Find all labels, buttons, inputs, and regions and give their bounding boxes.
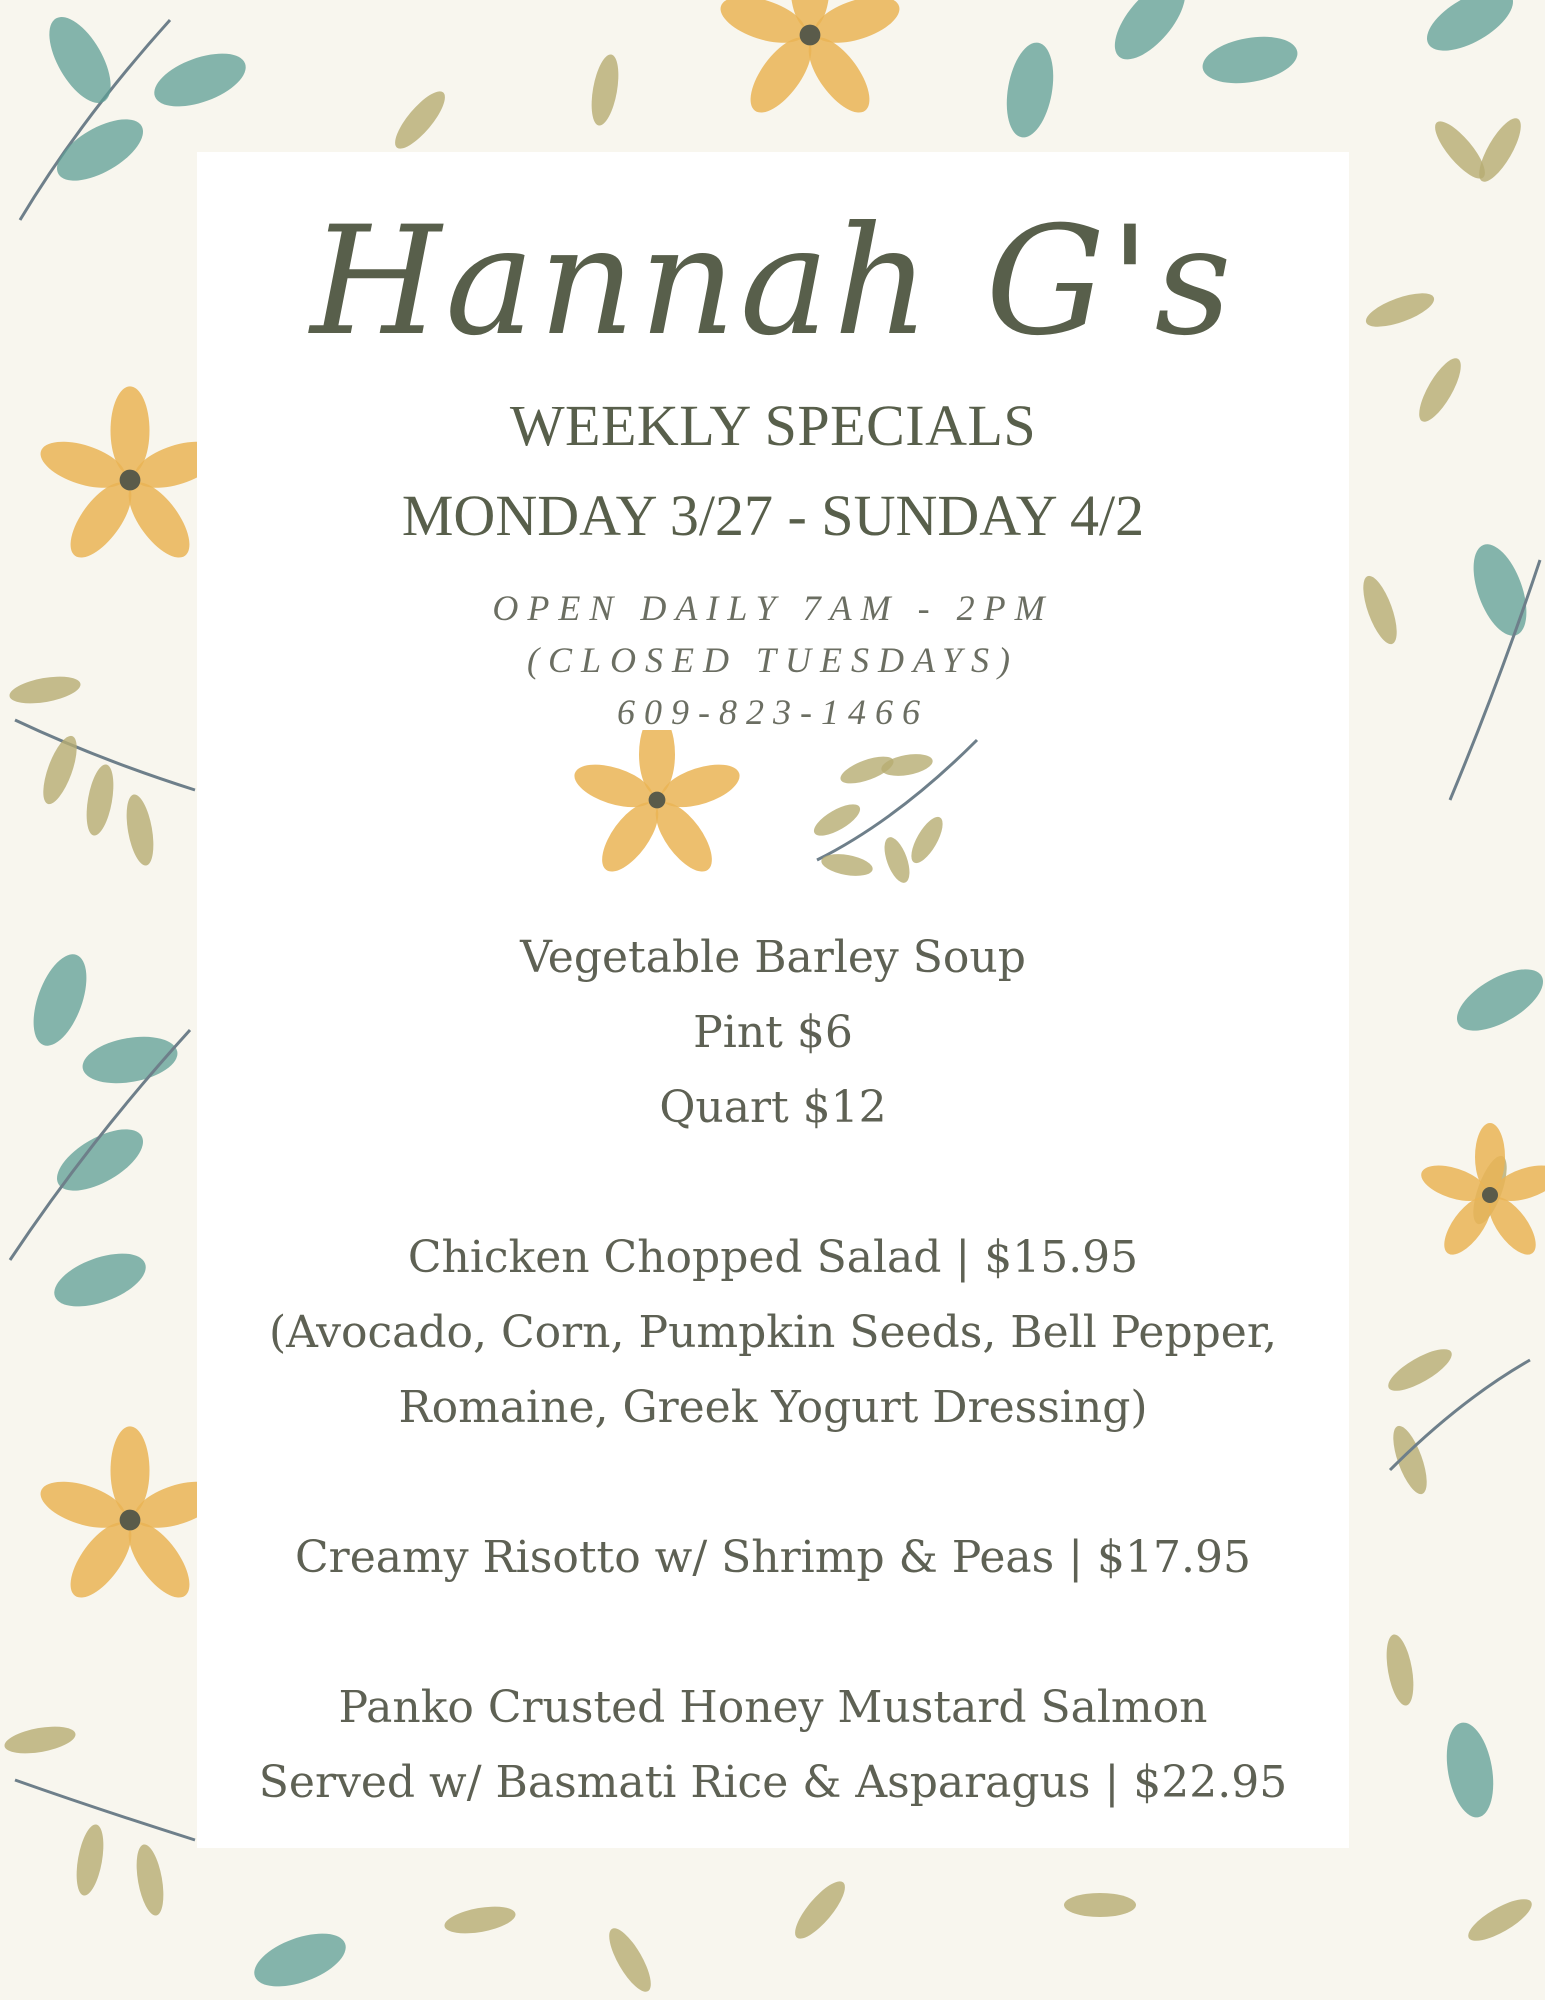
salmon-description: Served w/ Basmati Rice & Asparagus | $22.95 bbox=[258, 1757, 1288, 1808]
soup-quart-price: Quart $12 bbox=[659, 1082, 887, 1133]
soup-pint-price: Pint $6 bbox=[693, 1007, 853, 1058]
specials-list bbox=[197, 920, 1349, 1820]
flower-icon bbox=[569, 730, 744, 880]
salad-description-1: (Avocado, Corn, Pumpkin Seeds, Bell Pepper, bbox=[268, 1307, 1278, 1358]
floral-divider bbox=[567, 730, 1007, 890]
page-title: WEEKLY SPECIALS bbox=[509, 393, 1037, 458]
salad-description-2: Romaine, Greek Yogurt Dressing) bbox=[398, 1382, 1148, 1433]
risotto-title: Creamy Risotto w/ Shrimp & Peas | $17.95 bbox=[295, 1532, 1251, 1583]
salmon-title: Panko Crusted Honey Mustard Salmon bbox=[338, 1682, 1208, 1733]
closed-note: (CLOSED TUESDAYS) bbox=[526, 640, 1020, 680]
leaf-sprig-icon bbox=[809, 740, 977, 886]
hours-text: OPEN DAILY 7AM - 2PM bbox=[492, 588, 1054, 628]
salad-title: Chicken Chopped Salad | $15.95 bbox=[407, 1232, 1139, 1283]
menu-card bbox=[197, 152, 1349, 1848]
restaurant-name: Hannah G's bbox=[310, 195, 1236, 369]
hours-block bbox=[197, 582, 1349, 738]
phone-number: 609-823-1466 bbox=[617, 692, 929, 732]
soup-name: Vegetable Barley Soup bbox=[520, 932, 1026, 983]
date-range: MONDAY 3/27 - SUNDAY 4/2 bbox=[401, 483, 1145, 548]
